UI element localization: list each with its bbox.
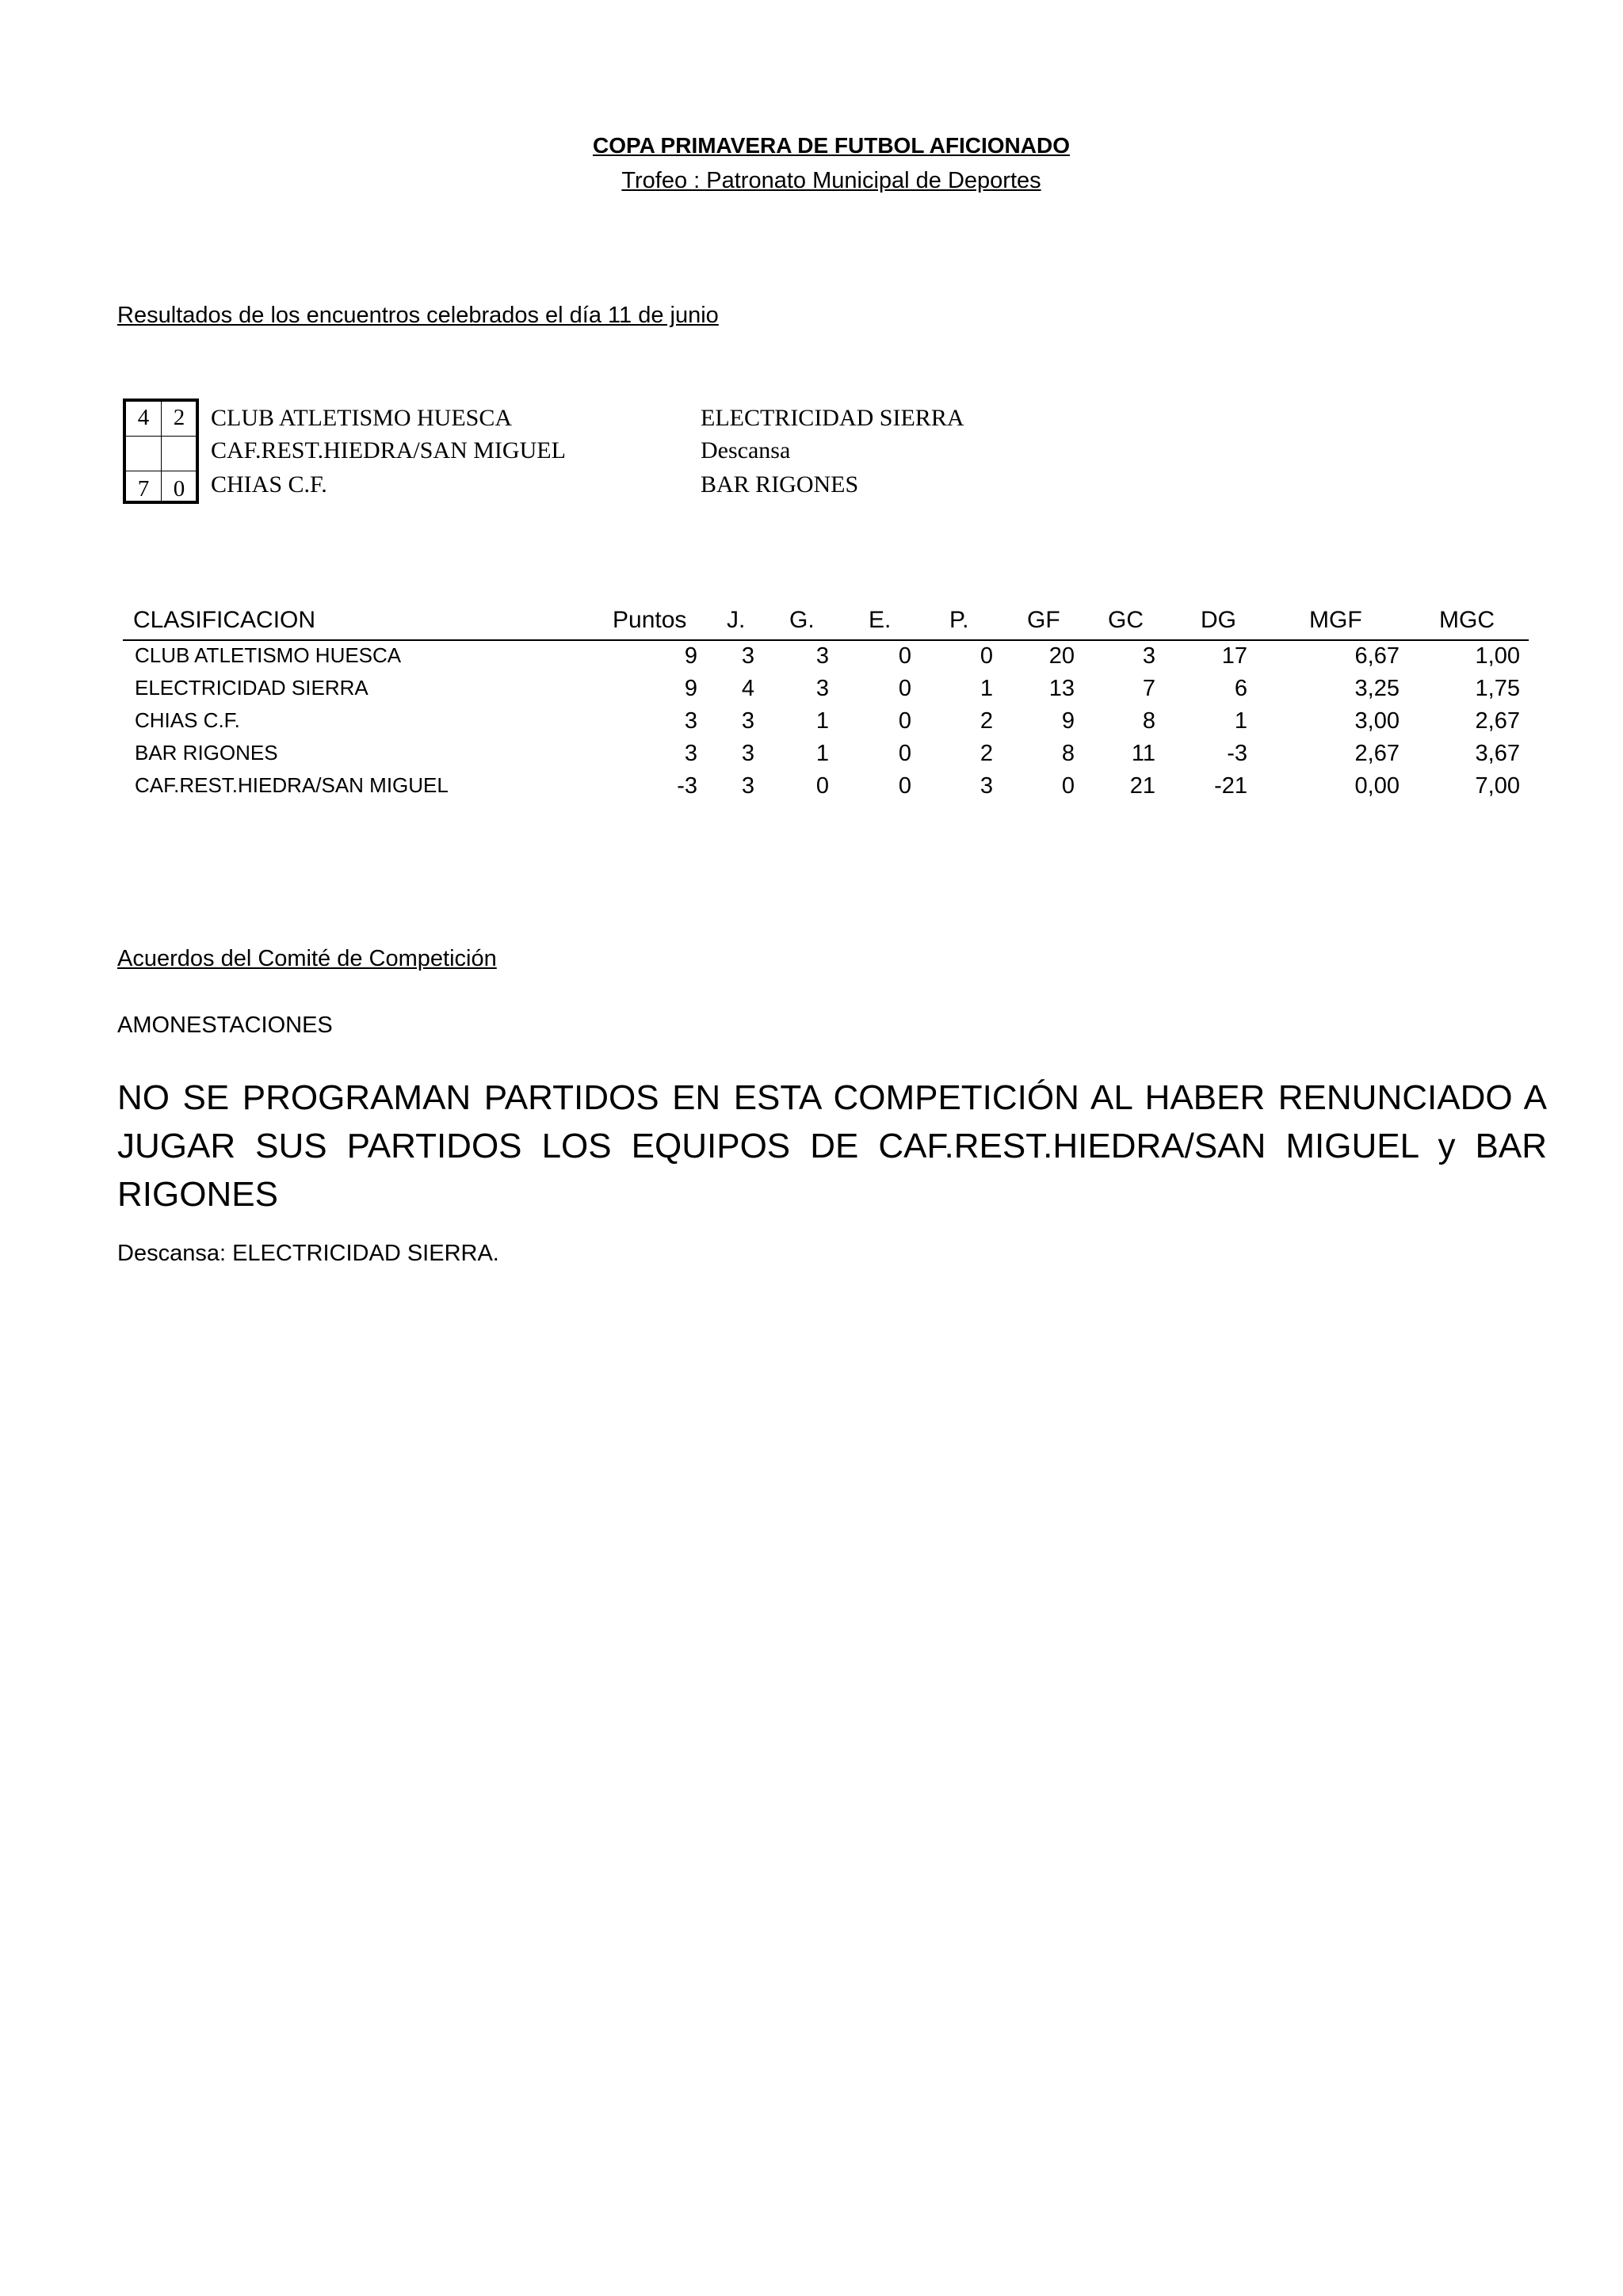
row-drawn: 0 bbox=[898, 676, 911, 701]
row-won: 3 bbox=[815, 676, 829, 701]
row-mgf: 0,00 bbox=[1354, 773, 1400, 799]
row-mgf: 2,67 bbox=[1354, 741, 1400, 766]
row-points: 9 bbox=[684, 643, 697, 669]
standings-header-mgf: MGF bbox=[1309, 607, 1362, 633]
standings-header-drawn: E. bbox=[869, 607, 892, 633]
row-lost: 2 bbox=[980, 741, 993, 766]
match-3-home: CHIAS C.F. bbox=[211, 471, 327, 498]
row-mgc: 1,00 bbox=[1475, 643, 1520, 669]
home-score-3: 7 bbox=[137, 476, 150, 502]
row-mgc: 3,67 bbox=[1475, 741, 1520, 766]
row-gf: 0 bbox=[1061, 773, 1075, 799]
row-won: 1 bbox=[815, 708, 829, 734]
warnings-heading: AMONESTACIONES bbox=[117, 1013, 333, 1038]
match-1-home: CLUB ATLETISMO HUESCA bbox=[211, 405, 513, 431]
standings-header-mgc: MGC bbox=[1439, 607, 1495, 633]
row-gc: 8 bbox=[1142, 708, 1155, 734]
row-gf: 8 bbox=[1061, 741, 1075, 766]
row-drawn: 0 bbox=[898, 773, 911, 799]
row-gc: 3 bbox=[1142, 643, 1155, 669]
away-score-3: 0 bbox=[173, 476, 185, 502]
row-gf: 20 bbox=[1048, 643, 1075, 669]
row-team: CLUB ATLETISMO HUESCA bbox=[135, 643, 402, 667]
row-points: 3 bbox=[684, 741, 697, 766]
notice-text: NO SE PROGRAMAN PARTIDOS EN ESTA COMPETICIÓN AL HABER RENUNCIADO A JUGAR SUS PARTIDOS LOS EQUIPOS DE CAF.REST.HIEDRA/SAN MIGUEL y BAR RIGONES bbox=[117, 1078, 1547, 1214]
row-won: 1 bbox=[815, 741, 829, 766]
results-heading: Resultados de los encuentros celebrados el día 11 de junio bbox=[117, 303, 719, 328]
row-mgf: 3,25 bbox=[1354, 676, 1400, 701]
row-lost: 1 bbox=[980, 676, 993, 701]
standings-header-won: G. bbox=[789, 607, 815, 633]
away-score-1: 2 bbox=[173, 405, 185, 430]
row-drawn: 0 bbox=[898, 708, 911, 734]
row-points: 9 bbox=[684, 676, 697, 701]
standings-header-dg: DG bbox=[1201, 607, 1236, 633]
row-gc: 21 bbox=[1129, 773, 1155, 799]
row-mgc: 2,67 bbox=[1475, 708, 1520, 734]
score-box bbox=[123, 399, 199, 504]
row-won: 3 bbox=[815, 643, 829, 669]
row-dg: 1 bbox=[1234, 708, 1247, 734]
row-lost: 2 bbox=[980, 708, 993, 734]
row-points: -3 bbox=[677, 773, 697, 799]
row-drawn: 0 bbox=[898, 643, 911, 669]
row-team: CHIAS C.F. bbox=[135, 708, 240, 732]
match-2-away: Descansa bbox=[701, 437, 791, 463]
row-lost: 0 bbox=[980, 643, 993, 669]
rest-note: Descansa: ELECTRICIDAD SIERRA. bbox=[117, 1241, 499, 1266]
row-team: CAF.REST.HIEDRA/SAN MIGUEL bbox=[135, 773, 449, 797]
row-mgc: 7,00 bbox=[1475, 773, 1520, 799]
row-team: ELECTRICIDAD SIERRA bbox=[135, 676, 369, 700]
row-played: 3 bbox=[741, 708, 754, 734]
row-lost: 3 bbox=[980, 773, 993, 799]
row-drawn: 0 bbox=[898, 741, 911, 766]
row-dg: 6 bbox=[1234, 676, 1247, 701]
row-dg: 17 bbox=[1221, 643, 1247, 669]
row-points: 3 bbox=[684, 708, 697, 734]
home-score-1: 4 bbox=[137, 405, 150, 430]
row-played: 4 bbox=[741, 676, 754, 701]
row-dg: -3 bbox=[1227, 741, 1247, 766]
row-played: 3 bbox=[741, 773, 754, 799]
row-played: 3 bbox=[741, 741, 754, 766]
match-1-away: ELECTRICIDAD SIERRA bbox=[701, 405, 964, 431]
standings-header-gf: GF bbox=[1027, 607, 1060, 633]
standings-header-rule bbox=[123, 639, 1529, 641]
match-2-home: CAF.REST.HIEDRA/SAN MIGUEL bbox=[211, 437, 566, 463]
row-played: 3 bbox=[741, 643, 754, 669]
row-mgf: 3,00 bbox=[1354, 708, 1400, 734]
standings-header-lost: P. bbox=[949, 607, 969, 633]
standings-header-points: Puntos bbox=[613, 607, 687, 633]
document-subtitle: Trofeo : Patronato Municipal de Deportes bbox=[621, 168, 1041, 193]
row-mgf: 6,67 bbox=[1354, 643, 1400, 669]
standings-header-gc: GC bbox=[1108, 607, 1144, 633]
committee-heading: Acuerdos del Comité de Competición bbox=[117, 946, 497, 971]
match-3-away: BAR RIGONES bbox=[701, 471, 859, 498]
row-mgc: 1,75 bbox=[1475, 676, 1520, 701]
row-won: 0 bbox=[815, 773, 829, 799]
row-gc: 11 bbox=[1131, 741, 1155, 766]
row-gf: 13 bbox=[1048, 676, 1075, 701]
row-team: BAR RIGONES bbox=[135, 741, 278, 765]
document-title: COPA PRIMAVERA DE FUTBOL AFICIONADO bbox=[593, 133, 1070, 158]
standings-header-team: CLASIFICACION bbox=[133, 607, 316, 633]
standings-header-played: J. bbox=[727, 607, 746, 633]
row-dg: -21 bbox=[1214, 773, 1247, 799]
row-gf: 9 bbox=[1061, 708, 1075, 734]
row-gc: 7 bbox=[1142, 676, 1155, 701]
